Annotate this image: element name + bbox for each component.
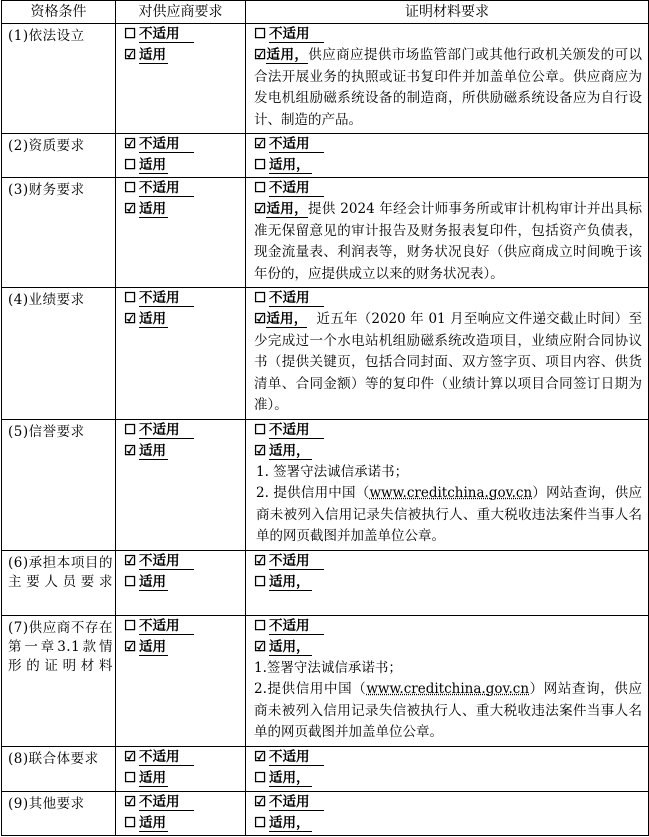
evidence-text: 提供 2024 年经会计师事务所或审计机构审计并出具标准无保留意见的审计报告及财务报表复印件，包括资产负债表，现金流量表、利润表等，财务状况良好（供应商成立时间晚于该年份的，应提供成立以来的财务状况表）。 bbox=[254, 201, 642, 282]
evidence-applicable: ☑适用，提供 2024 年经会计师事务所或审计机构审计并出具标准无保留意见的审计报告及财务报表复印件，包括资产负债表，现金流量表、利润表等，财务状况良好（供应商成立时间晚于该年份的，应提供成立以来的财务状况表）。 bbox=[254, 201, 642, 282]
evidence-not-applicable[interactable]: ☐ 不适用 bbox=[246, 288, 648, 309]
condition-label: (1)依法设立 bbox=[8, 28, 85, 44]
condition-label: (5)信誉要求 bbox=[8, 423, 85, 440]
evidence-not-applicable[interactable]: ☐ 不适用 bbox=[246, 616, 648, 637]
table-row bbox=[2, 288, 649, 420]
unchecked-box-icon[interactable]: ☐ bbox=[254, 769, 267, 786]
credit-china-link[interactable]: www.creditchina.gov.cn bbox=[366, 681, 530, 697]
checked-box-icon[interactable]: ☑ bbox=[254, 136, 267, 152]
unchecked-box-icon[interactable]: ☐ bbox=[124, 157, 137, 173]
unchecked-box-icon[interactable]: ☐ bbox=[124, 26, 137, 42]
evidence-not-applicable[interactable]: ☐ 不适用 bbox=[246, 24, 648, 45]
unchecked-box-icon[interactable]: ☐ bbox=[254, 26, 267, 42]
option-applicable[interactable]: ☑ 适用 bbox=[116, 199, 245, 220]
option-applicable[interactable]: ☑ 适用 bbox=[116, 309, 245, 330]
table-row bbox=[2, 178, 649, 288]
list-item: 1. 签署守法诚信承诺书； bbox=[256, 463, 409, 480]
evidence-applicable[interactable]: ☐ 适用， bbox=[246, 155, 648, 176]
qualification-table bbox=[1, 0, 649, 836]
unchecked-box-icon[interactable]: ☐ bbox=[124, 180, 137, 196]
unchecked-box-icon[interactable]: ☐ bbox=[124, 421, 137, 438]
checked-box-icon[interactable]: ☑ bbox=[254, 552, 267, 569]
evidence-not-applicable[interactable]: ☐ 不适用 bbox=[246, 420, 648, 441]
evidence-text: 近五年（2020 年 01 月至响应文件递交截止时间）至少完成过一个水电站机组励磁系统改造项目，业绩应附合同协议书（提供关键页，包括合同封面、双方签字页、项目内容、供货清单、合同金额）等的复印件（业绩计算以项目合同签订日期为准）。 bbox=[254, 311, 642, 413]
unchecked-box-icon[interactable]: ☐ bbox=[124, 814, 137, 831]
checked-box-icon[interactable]: ☑ bbox=[124, 201, 137, 217]
checked-box-icon[interactable]: ☑ bbox=[254, 748, 267, 765]
evidence-list bbox=[246, 658, 648, 746]
list-item: 2. 提供信用中国（www.creditchina.gov.cn）网站查询，供应商未被列入信用记录失信被执行人、重大税收违法案件当事人名单的网页截图并加盖单位公章。 bbox=[256, 485, 642, 544]
option-applicable[interactable]: ☐ 适用 bbox=[116, 813, 245, 834]
credit-china-link[interactable]: www.creditchina.gov.cn bbox=[369, 485, 533, 501]
evidence-not-applicable[interactable]: ☑ 不适用 bbox=[246, 747, 648, 768]
checked-box-icon[interactable]: ☑ bbox=[254, 442, 267, 459]
option-applicable[interactable]: ☑ 适用 bbox=[116, 441, 245, 462]
option-not-applicable[interactable]: ☑ 不适用 bbox=[116, 551, 245, 572]
evidence-not-applicable[interactable]: ☑ 不适用 bbox=[246, 134, 648, 155]
evidence-not-applicable[interactable]: ☑ 不适用 bbox=[246, 792, 648, 813]
unchecked-box-icon[interactable]: ☐ bbox=[254, 290, 267, 306]
option-not-applicable[interactable]: ☐ 不适用 bbox=[116, 24, 245, 45]
table-row bbox=[2, 419, 649, 550]
condition-label: (7)供应商不存在第一章3.1款情形的证明材料 bbox=[8, 619, 113, 674]
table-row bbox=[2, 134, 649, 178]
checked-box-icon[interactable]: ☑ bbox=[124, 136, 137, 152]
checked-box-icon[interactable]: ☑ bbox=[254, 311, 267, 327]
evidence-list bbox=[246, 462, 648, 550]
unchecked-box-icon[interactable]: ☐ bbox=[254, 617, 267, 634]
evidence-not-applicable[interactable]: ☑ 不适用 bbox=[246, 551, 648, 572]
checked-box-icon[interactable]: ☑ bbox=[124, 748, 137, 765]
option-applicable[interactable]: ☐ 适用 bbox=[116, 768, 245, 789]
option-not-applicable[interactable]: ☑ 不适用 bbox=[116, 792, 245, 813]
option-not-applicable[interactable]: ☑ 不适用 bbox=[116, 134, 245, 155]
unchecked-box-icon[interactable]: ☐ bbox=[254, 814, 267, 831]
checked-box-icon[interactable]: ☑ bbox=[124, 793, 137, 810]
checked-box-icon[interactable]: ☑ bbox=[254, 47, 267, 63]
unchecked-box-icon[interactable]: ☐ bbox=[124, 617, 137, 634]
condition-label: (3)财务要求 bbox=[8, 182, 85, 198]
option-not-applicable[interactable]: ☐ 不适用 bbox=[116, 288, 245, 309]
unchecked-box-icon[interactable]: ☐ bbox=[254, 573, 267, 590]
condition-label: (4)业绩要求 bbox=[8, 292, 85, 308]
unchecked-box-icon[interactable]: ☐ bbox=[124, 290, 137, 306]
condition-label: (2)资质要求 bbox=[8, 138, 85, 154]
evidence-not-applicable[interactable]: ☐ 不适用 bbox=[246, 178, 648, 199]
option-applicable[interactable]: ☑ 适用 bbox=[116, 45, 245, 66]
unchecked-box-icon[interactable]: ☐ bbox=[254, 421, 267, 438]
checked-box-icon[interactable]: ☑ bbox=[254, 793, 267, 810]
checked-box-icon[interactable]: ☑ bbox=[124, 47, 137, 63]
list-item: 2.提供信用中国（www.creditchina.gov.cn）网站查询，供应商未被列入信用记录失信被执行人、重大税收违法案件当事人名单的网页截图并加盖单位公章。 bbox=[254, 681, 642, 740]
header-evidence-requirement: 证明材料要求 bbox=[246, 1, 649, 24]
table-row bbox=[2, 746, 649, 791]
header-row bbox=[2, 1, 649, 24]
evidence-applicable[interactable]: ☑ 适用， bbox=[246, 637, 648, 658]
unchecked-box-icon[interactable]: ☐ bbox=[254, 180, 267, 196]
option-applicable[interactable]: ☐ 适用 bbox=[116, 155, 245, 176]
list-item: 1.签署守法诚信承诺书； bbox=[254, 659, 402, 676]
evidence-applicable[interactable]: ☑ 适用， bbox=[246, 441, 648, 462]
unchecked-box-icon[interactable]: ☐ bbox=[124, 769, 137, 786]
table-row bbox=[2, 615, 649, 746]
option-applicable[interactable]: ☐ 适用 bbox=[116, 572, 245, 593]
option-not-applicable[interactable]: ☑ 不适用 bbox=[116, 747, 245, 768]
checked-box-icon[interactable]: ☑ bbox=[254, 201, 267, 217]
evidence-applicable: ☑适用， 近五年（2020 年 01 月至响应文件递交截止时间）至少完成过一个水电站机组励磁系统改造项目，业绩应附合同协议书（提供关键页，包括合同封面、双方签字页、项目内容、供货清单、合同金额）等的复印件（业绩计算以项目合同签订日期为准）。 bbox=[254, 311, 642, 413]
checked-box-icon[interactable]: ☑ bbox=[124, 442, 137, 459]
checked-box-icon[interactable]: ☑ bbox=[254, 638, 267, 655]
table-row bbox=[2, 24, 649, 134]
option-not-applicable[interactable]: ☐ 不适用 bbox=[116, 616, 245, 637]
evidence-applicable[interactable]: ☐ 适用， bbox=[246, 572, 648, 593]
condition-label: (8)联合体要求 bbox=[8, 750, 99, 767]
unchecked-box-icon[interactable]: ☐ bbox=[124, 573, 137, 590]
evidence-applicable: ☑适用，供应商应提供市场监管部门或其他行政机关颁发的可以合法开展业务的执照或证书复印件并加盖单位公章。供应商应为发电机组励磁系统设备的制造商，所供励磁系统设备应为自行设计、制造的产品。 bbox=[254, 47, 642, 128]
unchecked-box-icon[interactable]: ☐ bbox=[254, 157, 267, 173]
option-not-applicable[interactable]: ☐ 不适用 bbox=[116, 178, 245, 199]
header-supplier-requirement: 对供应商要求 bbox=[116, 1, 246, 24]
option-not-applicable[interactable]: ☐ 不适用 bbox=[116, 420, 245, 441]
table-row bbox=[2, 791, 649, 835]
option-applicable[interactable]: ☑ 适用 bbox=[116, 637, 245, 658]
header-qualification: 资格条件 bbox=[2, 1, 116, 24]
evidence-text: 供应商应提供市场监管部门或其他行政机关颁发的可以合法开展业务的执照或证书复印件并加盖单位公章。供应商应为发电机组励磁系统设备的制造商，所供励磁系统设备应为自行设计、制造的产品。 bbox=[254, 47, 642, 128]
checked-box-icon[interactable]: ☑ bbox=[124, 311, 137, 327]
condition-label: (6)承担本项目的主要人员要求 bbox=[8, 554, 113, 590]
condition-label: (9)其他要求 bbox=[8, 795, 85, 812]
table-row bbox=[2, 550, 649, 615]
evidence-applicable[interactable]: ☐ 适用， bbox=[246, 768, 648, 789]
checked-box-icon[interactable]: ☑ bbox=[124, 552, 137, 569]
evidence-applicable[interactable]: ☐ 适用， bbox=[246, 813, 648, 834]
checked-box-icon[interactable]: ☑ bbox=[124, 638, 137, 655]
